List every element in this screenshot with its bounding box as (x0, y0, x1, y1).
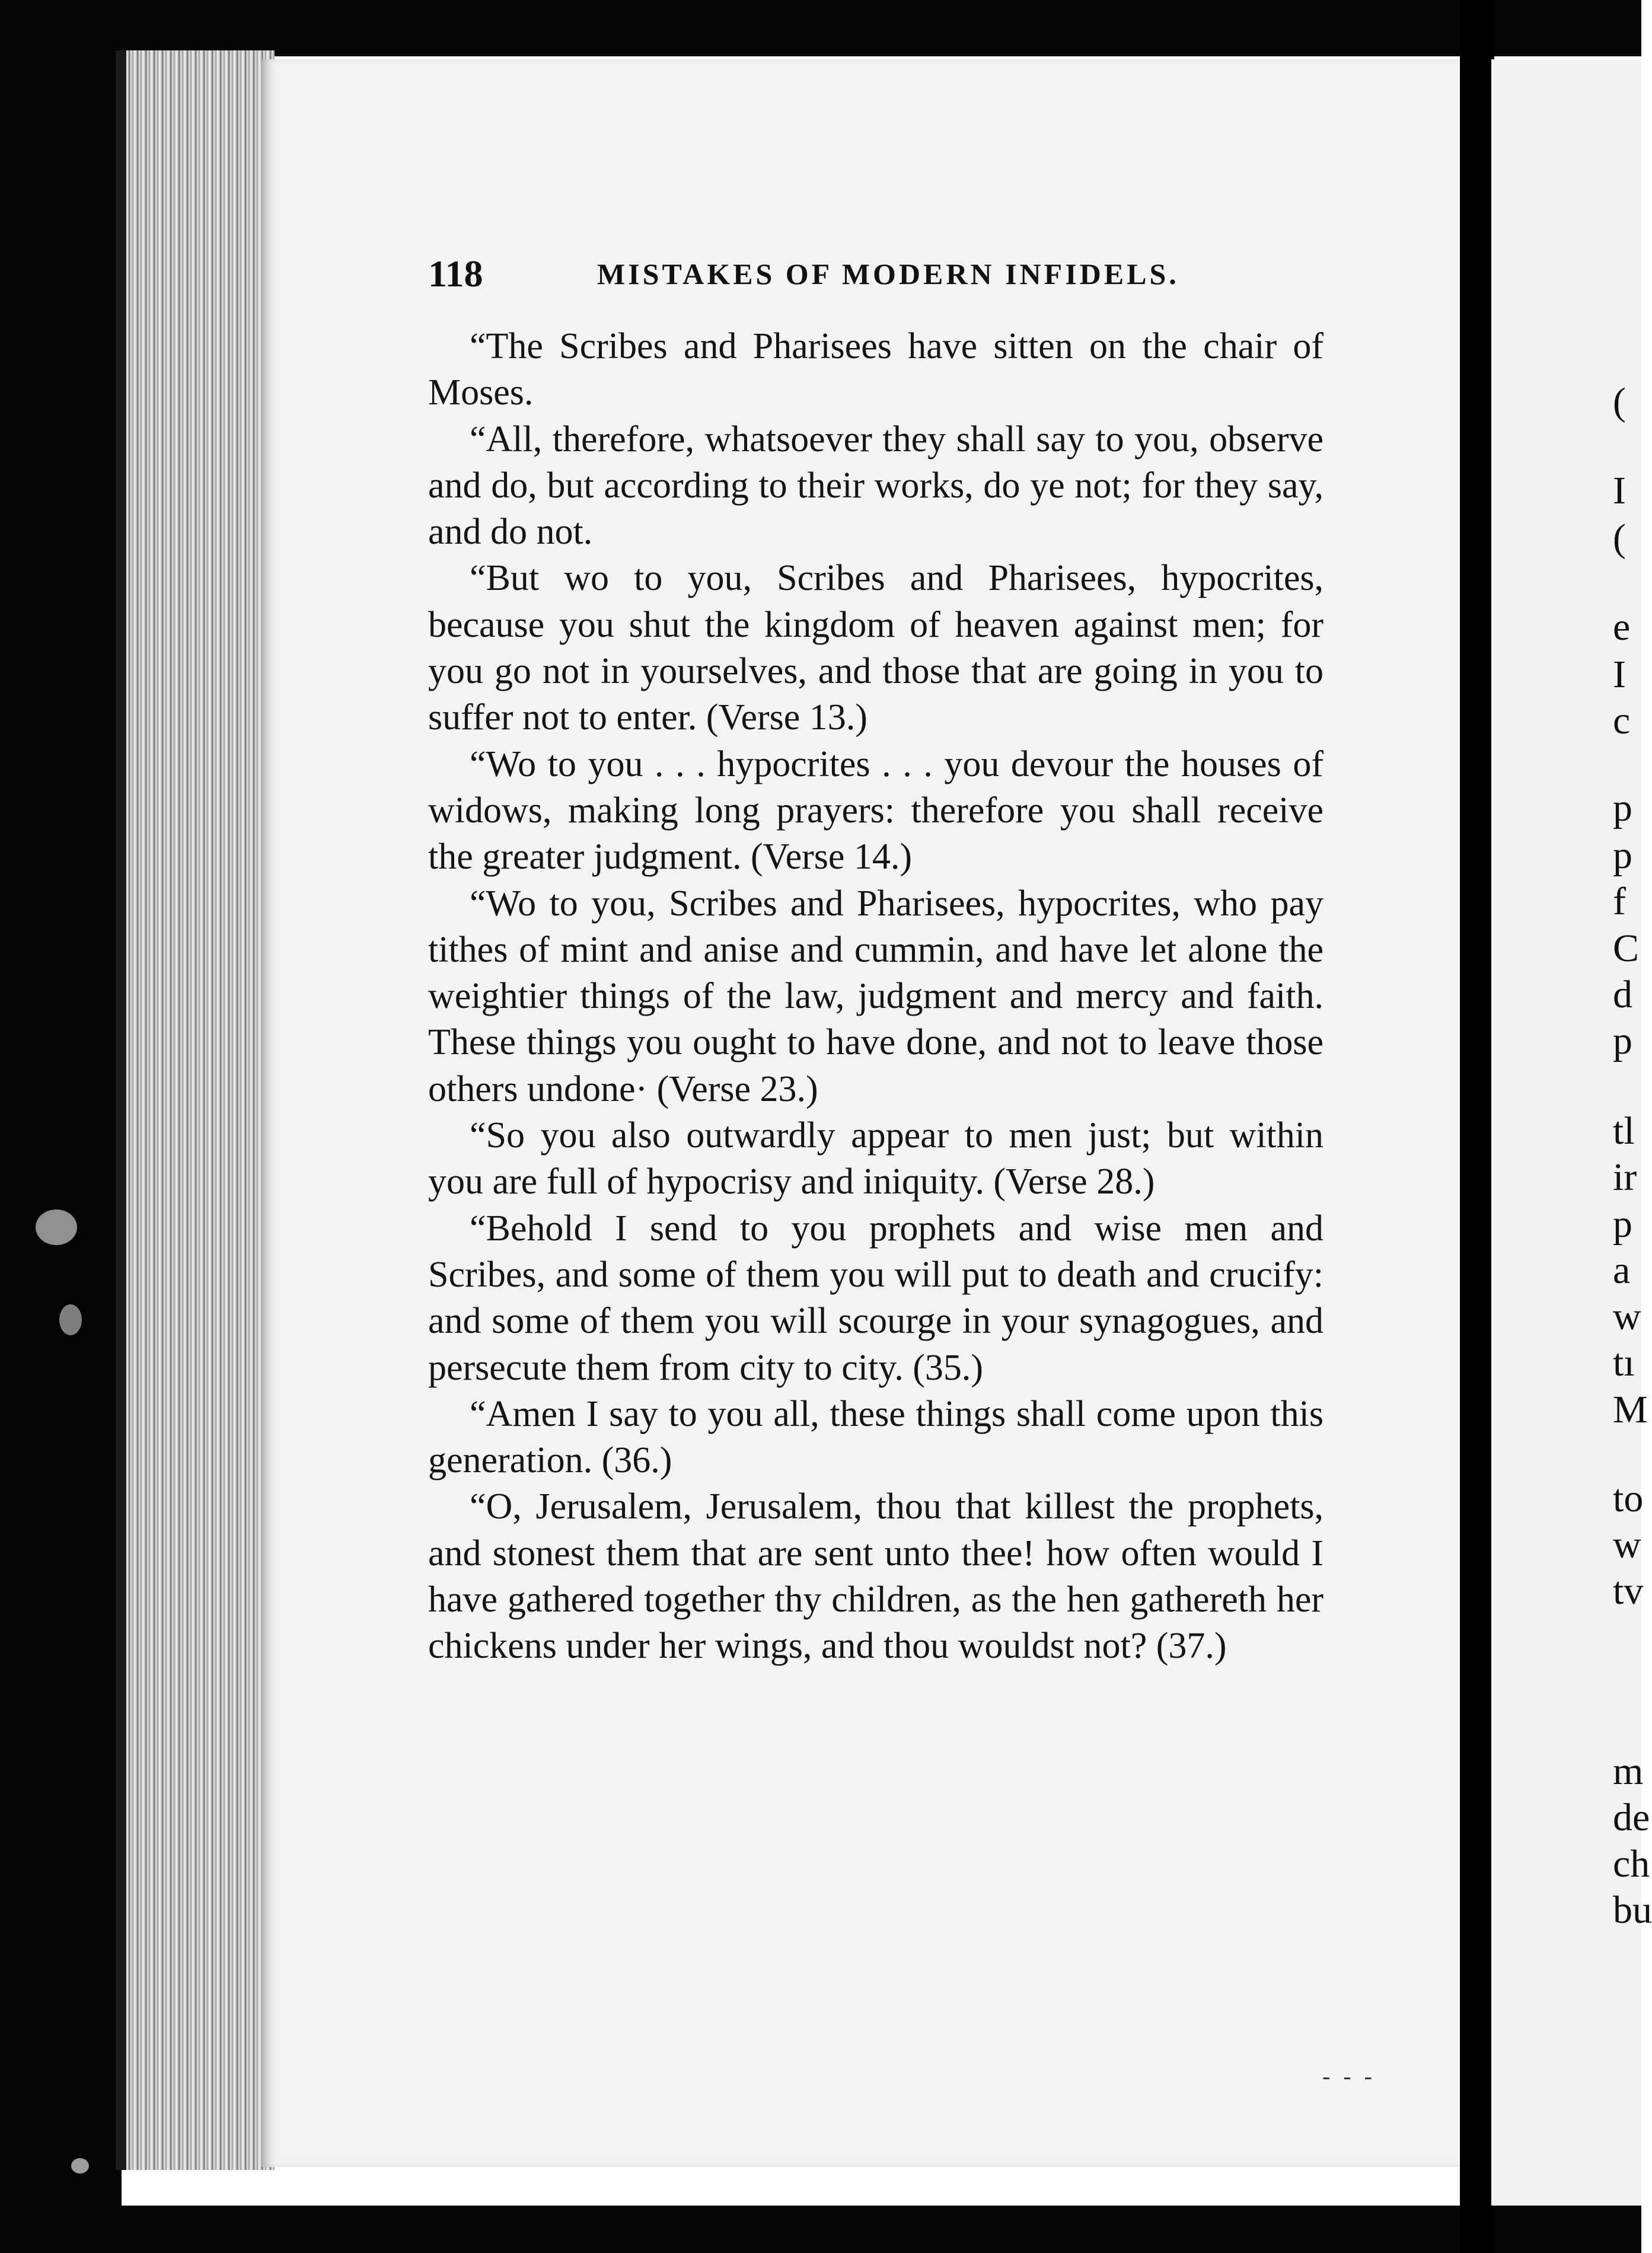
facing-page-letter: tv (1613, 1569, 1644, 1613)
facing-page-letter: w (1613, 1295, 1641, 1338)
paragraph: “So you also outwardly appear to men just; but within you are full of hypocrisy and iniquity. (Verse 28.) (428, 1115, 1323, 1202)
facing-page-letter: I (1613, 469, 1626, 512)
scan-speck (59, 1304, 82, 1335)
facing-page-letter: M (1613, 1388, 1648, 1431)
paragraph: “Amen I say to you all, these things shall come upon this generation. (36.) (428, 1393, 1323, 1481)
facing-page-letter: w (1613, 1523, 1641, 1566)
running-title: MISTAKES OF MODERN INFIDELS. (597, 257, 1179, 291)
facing-page-letter: e (1613, 605, 1631, 649)
facing-page-letter: m (1613, 1750, 1644, 1793)
facing-page-letter: p (1613, 1019, 1632, 1062)
facing-page-letter: a (1613, 1249, 1631, 1292)
scan-border-bottom (0, 2206, 1641, 2253)
paragraph: “Behold I send to you prophets and wise men and Scribes, and some of them you will put to death and crucify: and some of them you will scourge in your synagogues, and persecute them from city to city. (35.) (428, 1208, 1323, 1388)
facing-page-letter: C (1613, 927, 1640, 970)
paragraph: “All, therefore, whatsoever they shall say to you, observe and do, but according to their works, do ye not; for they say, and do not. (428, 419, 1323, 553)
facing-page-letter: I (1613, 653, 1626, 696)
paragraph: “But wo to you, Scribes and Pharisees, hypocrites, because you shut the kingdom of heaven against men; for you go not in yourselves, and those that are going in you to suffer not to enter. (Verse 13.) (428, 558, 1323, 738)
facing-page-letter: p (1613, 1202, 1632, 1246)
paragraph: “Wo to you, Scribes and Pharisees, hypocrites, who pay tithes of mint and anise and cummin, and have let alone the weightier things of the law, judgment and mercy and faith. These things you ought to have done, and not to leave those others undone· (Verse 23.) (428, 883, 1323, 1109)
facing-page-letter: ir (1613, 1156, 1637, 1199)
scan-mark: - - - (1322, 2063, 1376, 2089)
facing-page-letter: ( (1613, 516, 1626, 560)
paragraph: “Wo to you . . . hypocrites . . . you devour the houses of widows, making long prayers: therefore you shall receive the greater judgment. (Verse 14.) (428, 743, 1323, 877)
scan-speck (36, 1210, 77, 1245)
scan-border-left (0, 0, 122, 2253)
paragraph: “The Scribes and Pharisees have sitten on the chair of Moses. (428, 326, 1323, 413)
page-number: 118 (428, 253, 483, 295)
facing-page-letter: ( (1613, 380, 1626, 423)
facing-page-letter: tı (1613, 1341, 1635, 1384)
facing-page-letter: p (1613, 834, 1632, 877)
facing-page-letter: de (1613, 1796, 1650, 1839)
facing-page-fragment (1491, 59, 1652, 2206)
facing-page-letter: c (1613, 699, 1631, 742)
facing-page-letter: d (1613, 973, 1632, 1016)
book-page-edges (116, 50, 275, 2170)
paragraph: “O, Jerusalem, Jerusalem, thou that killest the prophets, and stonest them that are sent unto thee! how often would I have gathered together thy children, as the hen gathereth her chickens under her wings, and thou wouldst not? (37.) (428, 1486, 1323, 1667)
book-gutter (1460, 0, 1494, 2253)
running-head (428, 252, 1323, 299)
facing-page-letter: p (1613, 786, 1632, 829)
body-text (428, 323, 1323, 1670)
facing-page-letter: bu (1613, 1888, 1652, 1932)
facing-page-letter: ch (1613, 1842, 1650, 1885)
facing-page-letter: to (1613, 1477, 1644, 1520)
scan-speck (71, 2158, 89, 2174)
scan-border-top (0, 0, 1641, 56)
facing-page-letter: f (1613, 880, 1626, 923)
facing-page-letter: tl (1613, 1109, 1635, 1153)
